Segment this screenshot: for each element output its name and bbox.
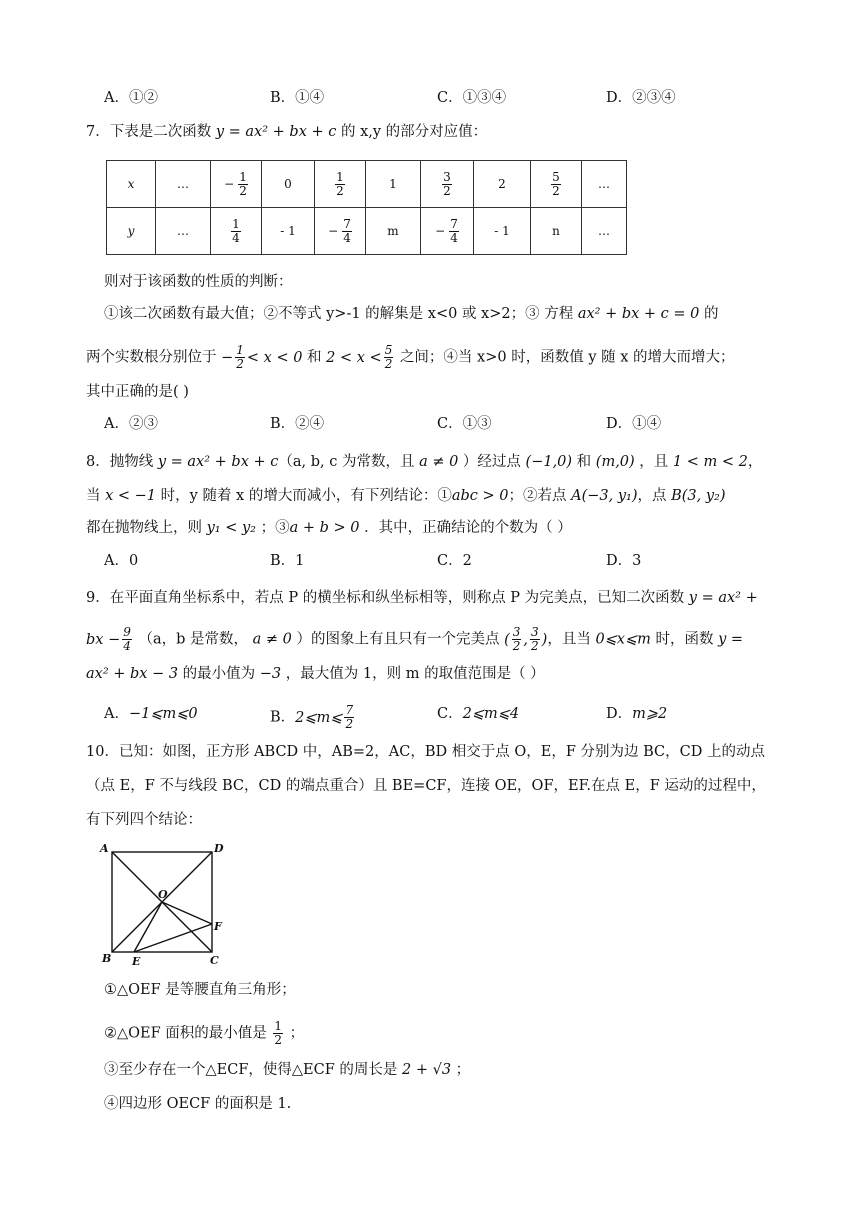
q8-text: ，: [747, 454, 763, 470]
table-cell: − $\frac{1}{2}$: [211, 161, 262, 208]
q8-option-c: C．2: [437, 553, 472, 569]
table-cell: $\frac{1}{4}$: [211, 208, 262, 255]
q9-function: y = ax² +: [688, 590, 758, 606]
q9-function: ax² + bx − 3: [86, 666, 179, 682]
table-cell: …: [582, 208, 627, 255]
q9-function-cont: bx − $\frac{9}{4}$: [86, 625, 131, 653]
q8-text: 都在抛物线上，则: [86, 520, 202, 536]
q7-stem-prefix: 7．下表是二次函数: [86, 124, 212, 140]
option-label: B．: [270, 709, 296, 726]
option-math: −1⩽m⩽0: [128, 706, 198, 722]
q8-line2: [86, 486, 726, 506]
segment-ef: [134, 924, 212, 952]
table-cell: 0: [262, 161, 315, 208]
q6-option-a: A．①②: [104, 90, 158, 106]
table-row-y: [107, 208, 627, 255]
table-cell: …: [156, 208, 211, 255]
q6-option-d: D．②③④: [606, 90, 676, 106]
table-cell: 2: [474, 161, 531, 208]
q9-line2: [86, 626, 743, 653]
q7-option-b: B．②④: [270, 416, 325, 432]
q7-value-table: [106, 160, 627, 255]
q8-text: 和: [576, 454, 592, 470]
table-cell: m: [366, 208, 421, 255]
q10-math: 2 + √3: [402, 1062, 452, 1078]
option-label: A．: [104, 706, 129, 722]
q8-point: (−1,0): [525, 454, 573, 470]
q8-inequality: 1 < m < 2: [672, 454, 748, 470]
q7-option-a: A．②③: [104, 416, 158, 432]
square-figure: [96, 838, 236, 970]
q7-statement-line2: [86, 344, 735, 371]
q10-text: ；: [289, 1025, 305, 1042]
label-d: D: [214, 842, 224, 855]
table-cell: $\frac{1}{2}$: [315, 161, 366, 208]
q9-range: 0⩽x⩽m: [595, 631, 651, 648]
q9-math: −3: [259, 666, 282, 682]
q9-perfect-point: ( $\frac{3}{2}$ , $\frac{3}{2}$ ): [504, 625, 548, 653]
q8-text: 时，y 随着 x 的增大而减小，有下列结论：①: [160, 488, 452, 504]
table-cell: − $\frac{7}{4}$: [421, 208, 474, 255]
q7-statement-text: 两个实数根分别位于: [86, 349, 217, 366]
q8-condition: x < −1: [105, 488, 157, 504]
table-cell: n: [531, 208, 582, 255]
q6-option-b: B．①④: [270, 90, 325, 106]
segment-of: [162, 902, 212, 924]
option-label: C．: [437, 706, 463, 722]
table-cell: $\frac{3}{2}$: [421, 161, 474, 208]
q9-option-d: [606, 704, 667, 724]
q10-conclusion-4: ④四边形 OECF 的面积是 1.: [104, 1096, 292, 1112]
q8-text: （a, b, c 为常数，且: [278, 454, 415, 470]
q9-condition: a ≠ 0: [252, 631, 292, 648]
q9-text: 9．在平面直角坐标系中，若点 P 的横坐标和纵坐标相等，则称点 P 为完美点，已知二次函数: [86, 590, 685, 606]
label-b: B: [102, 952, 112, 965]
label-e: E: [132, 955, 141, 968]
table-row-x: [107, 161, 627, 208]
q7-statement-text: ①该二次函数有最大值；②不等式 y>-1 的解集是 x<0 或 x>2；③ 方程: [104, 306, 574, 322]
q9-option-a: [104, 704, 198, 724]
q8-text: ；②若点: [508, 488, 567, 504]
q10-conclusion-1: ①△OEF 是等腰直角三角形；: [104, 982, 296, 998]
table-cell: y: [107, 208, 156, 255]
q7-interval-2: 2 < x < $\frac{5}{2}$: [326, 343, 393, 371]
option-math: 2⩽m⩽ $\frac{7}{2}$: [295, 703, 354, 731]
q9-line1: [86, 588, 758, 608]
q8-option-a: A．0: [104, 553, 139, 569]
q8-text: 当: [86, 488, 101, 504]
table-cell: 1: [366, 161, 421, 208]
label-a: A: [100, 842, 109, 855]
q10-fraction: $\frac{1}{2}$: [274, 1019, 283, 1047]
label-f: F: [214, 920, 222, 933]
q7-option-c: C．①③: [437, 416, 492, 432]
q8-text: ．其中，正确结论的个数为（ ）: [364, 520, 572, 536]
table-cell: x: [107, 161, 156, 208]
table-cell: …: [582, 161, 627, 208]
table-cell: − $\frac{7}{4}$: [315, 208, 366, 255]
q8-option-d: D．3: [606, 553, 642, 569]
q7-stem-suffix: 的 x,y 的部分对应值：: [340, 124, 488, 140]
q9-text: 时，函数: [655, 631, 714, 648]
q8-line3: [86, 518, 572, 538]
q10-conclusion-2: [104, 1020, 304, 1047]
q7-interval-1: − $\frac{1}{2}$ < x < 0: [221, 343, 303, 371]
q10-text: ②△OEF 面积的最小值是: [104, 1025, 267, 1042]
option-math: m⩾2: [632, 706, 668, 722]
q7-statement-text: 之间；④当 x>0 时，函数值 y 随 x 的增大而增大；: [399, 349, 735, 366]
q8-text: ；③: [260, 520, 290, 536]
option-label: D．: [606, 706, 633, 722]
q9-text: ）的图象上有且只有一个完美点: [296, 631, 500, 648]
q8-point: B(3, y₂): [671, 488, 726, 504]
q10-text: ；: [455, 1062, 471, 1078]
q6-option-c: C．①③④: [437, 90, 507, 106]
q9-line3: [86, 664, 545, 684]
q9-text: ，最大值为 1，则 m 的取值范围是（ ）: [285, 666, 545, 682]
q8-condition: a ≠ 0: [419, 454, 459, 470]
q10-text: ③至少存在一个△ECF，使得△ECF 的周长是: [104, 1062, 398, 1078]
q10-line3: 有下列四个结论：: [86, 812, 202, 828]
q8-inequality: y₁ < y₂: [206, 520, 256, 536]
q9-math: y =: [718, 631, 744, 648]
segment-oe: [134, 902, 162, 952]
table-cell: - 1: [262, 208, 315, 255]
q8-text: ，点: [637, 488, 667, 504]
q10-line2: （点 E，F 不与线段 BC，CD 的端点重合）且 BE=CF，连接 OE，OF，EF.在点 E，F 运动的过程中，: [86, 778, 766, 794]
q8-line1: [86, 452, 762, 472]
q8-option-b: B．1: [270, 553, 305, 569]
q7-option-d: D．①④: [606, 416, 662, 432]
q8-text: 8．抛物线: [86, 454, 154, 470]
q9-option-c: [437, 704, 519, 724]
q9-option-b: [270, 704, 356, 731]
q7-judge-intro: 则对于该函数的性质的判断：: [104, 274, 293, 290]
q8-point: (m,0): [595, 454, 635, 470]
q8-point: A(−3, y₁): [571, 488, 638, 504]
q9-text: 的最小值为: [182, 666, 256, 682]
q7-equation: ax² + bx + c = 0: [577, 306, 700, 322]
table-cell: - 1: [474, 208, 531, 255]
table-cell: $\frac{5}{2}$: [531, 161, 582, 208]
option-math: 2⩽m⩽4: [462, 706, 520, 722]
label-c: C: [210, 954, 219, 967]
q7-statement-text: 和: [307, 349, 322, 366]
label-o: O: [158, 888, 168, 901]
q8-text: ）经过点: [462, 454, 521, 470]
table-cell: …: [156, 161, 211, 208]
q8-function: y = ax² + bx + c: [157, 454, 279, 470]
q7-which-correct: 其中正确的是( ): [86, 384, 189, 400]
q9-text: （a，b 是常数，: [138, 631, 249, 648]
q8-math: a + b > 0: [289, 520, 360, 536]
q10-conclusion-3: [104, 1060, 470, 1080]
q7-stem: [86, 122, 487, 142]
q8-math: abc > 0: [451, 488, 509, 504]
q7-function: y = ax² + bx + c: [215, 124, 337, 140]
q7-statement-line1: [104, 304, 719, 324]
q7-statement-text: 的: [704, 306, 719, 322]
q8-text: ，且: [639, 454, 669, 470]
q10-line1: 10．已知：如图，正方形 ABCD 中，AB=2，AC，BD 相交于点 O，E，F 分别为边 BC，CD 上的动点: [86, 744, 765, 760]
q9-text: ，且当: [547, 631, 591, 648]
